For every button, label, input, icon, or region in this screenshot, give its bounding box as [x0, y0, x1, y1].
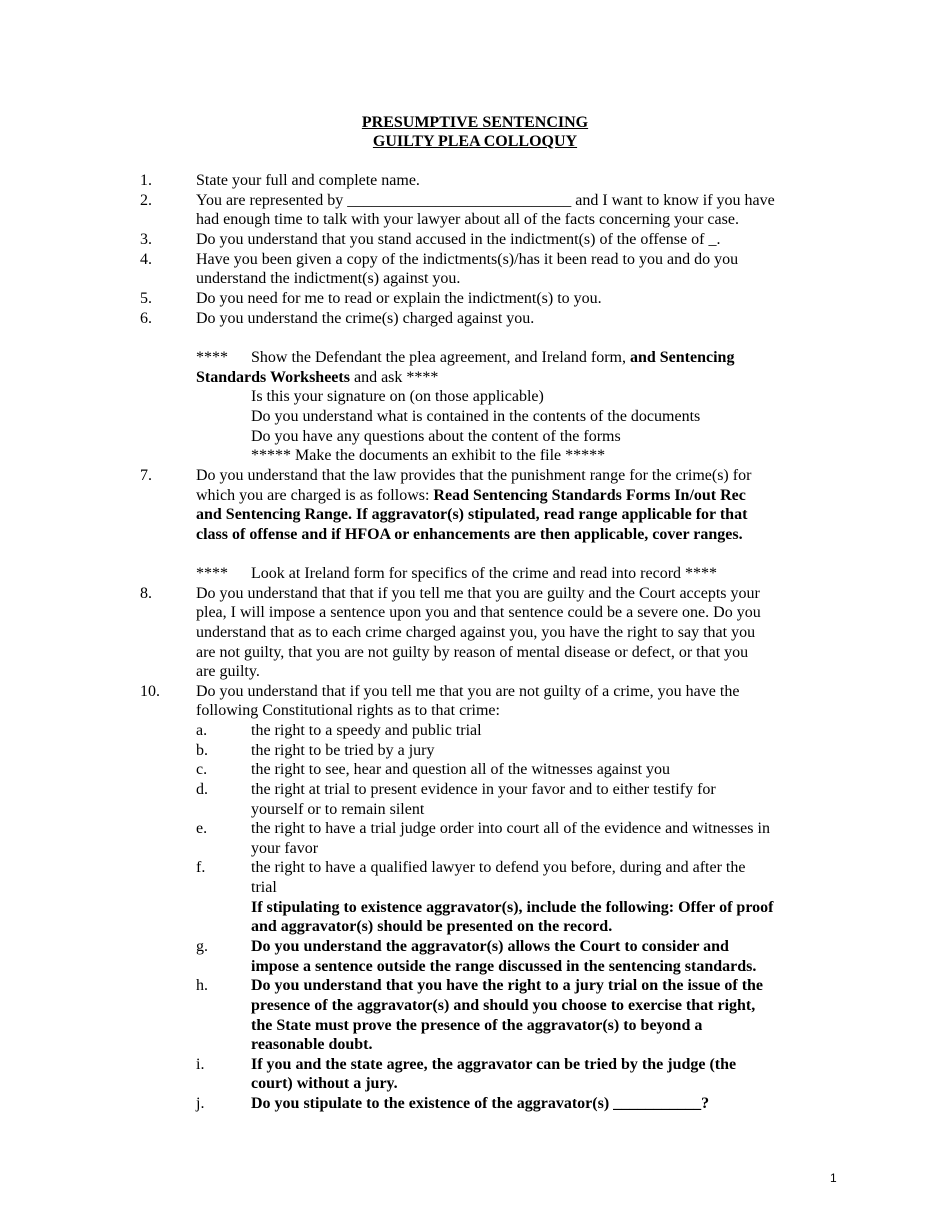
right-letter: d.	[196, 781, 208, 798]
aggravator-question: the State must prove the presence of the aggravator(s) to beyond a	[251, 1017, 703, 1034]
item-number: 5.	[140, 290, 152, 307]
aggravator-question: presence of the aggravator(s) and should you choose to exercise that right,	[251, 997, 756, 1014]
instruction-note	[251, 348, 734, 367]
right-letter: c.	[196, 761, 208, 778]
item-number: 7.	[140, 467, 152, 484]
question-text: Have you been given a copy of the indictments(s)/has it been read to you and do you	[196, 251, 739, 268]
sub-question: Do you have any questions about the content of the forms	[251, 428, 621, 445]
sub-question: Is this your signature on (on those applicable)	[251, 388, 544, 405]
question-text: are guilty.	[196, 663, 260, 680]
aggravator-question: If you and the state agree, the aggravator can be tried by the judge (the	[251, 1056, 737, 1073]
question-text: Do you need for me to read or explain the indictment(s) to you.	[196, 290, 602, 307]
title-line-1: PRESUMPTIVE SENTENCING	[361, 114, 589, 131]
instruction-bold: class of offense and if HFOA or enhancements are then applicable, cover ranges.	[196, 526, 743, 543]
right-text: the right to a speedy and public trial	[251, 722, 482, 739]
right-text: yourself or to remain silent	[251, 801, 425, 818]
title-line-2: GUILTY PLEA COLLOQUY	[372, 133, 578, 150]
question-text: plea, I will impose a sentence upon you and that sentence could be a severe one. Do you	[196, 604, 761, 621]
question-text: Do you understand the crime(s) charged against you.	[196, 310, 535, 327]
instruction-note: Look at Ireland form for specifics of the crime and read into record ****	[251, 565, 718, 582]
note-stars: ****	[196, 565, 228, 582]
item-number: 6.	[140, 310, 152, 327]
question-text: following Constitutional rights as to that crime:	[196, 702, 500, 719]
question-text: understand that as to each crime charged against you, you have the right to say that you	[196, 624, 756, 641]
item-number: 1.	[140, 172, 152, 189]
item-number: 4.	[140, 251, 152, 268]
note-bold-text: Standards Worksheets	[196, 369, 350, 386]
question-text	[196, 486, 746, 505]
item-number: 3.	[140, 231, 152, 248]
item-number: 8.	[140, 585, 152, 602]
right-letter: a.	[196, 722, 208, 739]
question-text: are not guilty, that you are not guilty by reason of mental disease or defect, or that you	[196, 644, 749, 661]
sub-question: Do you understand what is contained in the contents of the documents	[251, 408, 701, 425]
instruction-note-cont	[196, 368, 438, 387]
question-text: had enough time to talk with your lawyer about all of the facts concerning your case.	[196, 211, 739, 228]
aggravator-instruction: and aggravator(s) should be presented on the record.	[251, 918, 613, 935]
right-text: the right to see, hear and question all of the witnesses against you	[251, 761, 671, 778]
aggravator-question: court) without a jury.	[251, 1075, 398, 1092]
aggravator-question: reasonable doubt.	[251, 1036, 373, 1053]
aggravator-question: Do you understand the aggravator(s) allows the Court to consider and	[251, 938, 729, 955]
right-text: the right to have a qualified lawyer to defend you before, during and after the	[251, 859, 746, 876]
right-letter: b.	[196, 742, 208, 759]
right-letter: f.	[196, 859, 206, 876]
right-text: the right to be tried by a jury	[251, 742, 435, 759]
instruction-bold: and Sentencing Range. If aggravator(s) stipulated, read range applicable for that	[196, 506, 748, 523]
note-text: and ask ****	[353, 369, 439, 386]
right-text: trial	[251, 879, 277, 896]
item-number: 10.	[140, 683, 160, 700]
aggravator-question: Do you stipulate to the existence of the aggravator(s) ___________?	[251, 1095, 710, 1112]
right-text: the right to have a trial judge order into court all of the evidence and witnesses in	[251, 820, 770, 837]
question-text: Do you understand that the law provides that the punishment range for the crime(s) for	[196, 467, 752, 484]
note-stars: ****	[196, 349, 228, 366]
instruction-bold: Read Sentencing Standards Forms In/out Rec	[433, 487, 746, 504]
question-text: understand the indictment(s) against you.	[196, 270, 461, 287]
question-text: State your full and complete name.	[196, 172, 420, 189]
item-number: 2.	[140, 192, 152, 209]
question-text: Do you understand that that if you tell me that you are guilty and the Court accepts your	[196, 585, 760, 602]
question-text: Do you understand that you stand accused in the indictment(s) of the offense of _.	[196, 231, 721, 248]
note-text: Show the Defendant the plea agreement, and Ireland form,	[251, 349, 626, 366]
right-letter: i.	[196, 1056, 205, 1073]
question-text-part: which you are charged is as follows:	[196, 487, 430, 504]
aggravator-question: Do you understand that you have the right to a jury trial on the issue of the	[251, 977, 764, 994]
question-text: You are represented by ____________________________ and I want to know if you have	[196, 192, 775, 209]
aggravator-instruction: If stipulating to existence aggravator(s), include the following: Offer of proof	[251, 899, 774, 916]
exhibit-note: ***** Make the documents an exhibit to the file *****	[251, 447, 606, 464]
question-text: Do you understand that if you tell me that you are not guilty of a crime, you have the	[196, 683, 740, 700]
page-number: 1	[830, 1171, 837, 1185]
right-letter: h.	[196, 977, 208, 994]
right-letter: j.	[196, 1095, 205, 1112]
note-bold-text: and Sentencing	[629, 349, 735, 366]
right-letter: g.	[196, 938, 208, 955]
right-text: the right at trial to present evidence in your favor and to either testify for	[251, 781, 716, 798]
aggravator-question: impose a sentence outside the range discussed in the sentencing standards.	[251, 958, 757, 975]
right-text: your favor	[251, 840, 319, 857]
right-letter: e.	[196, 820, 208, 837]
